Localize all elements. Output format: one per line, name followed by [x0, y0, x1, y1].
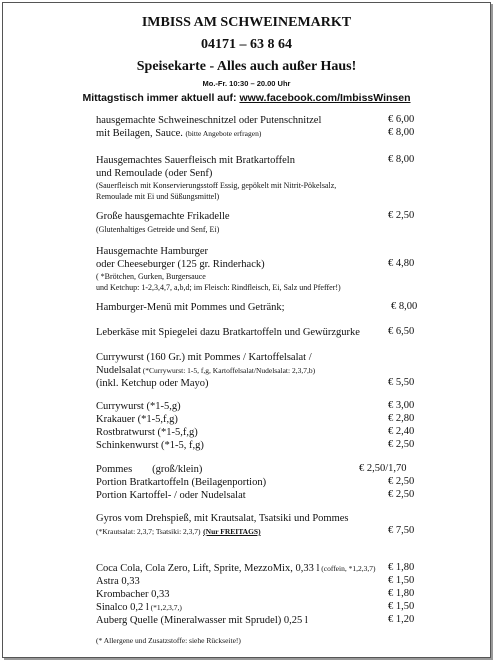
item-sauerfleisch-line1: Hausgemachtes Sauerfleisch mit Bratkartoffeln — [96, 155, 295, 166]
price-krakauer: € 2,80 — [388, 413, 415, 424]
price-pommes: € 2,50/1,70 — [359, 463, 407, 474]
item-frikadelle: Große hausgemachte Frikadelle — [96, 211, 230, 222]
item-pommes-size: (groß/klein) — [152, 464, 203, 475]
item-leberkaese: Leberkäse mit Spiegelei dazu Bratkartoffeln und Gewürzgurke — [96, 327, 360, 338]
item-softdrinks-note: (coffein, *1,2,3,7) — [319, 564, 376, 573]
item-currywurst-line3: (inkl. Ketchup oder Mayo) — [96, 378, 209, 389]
price-auberg-quelle: € 1,20 — [388, 614, 415, 625]
footer-allergens: (* Allergene und Zusatzstoffe: siehe Rückseite!) — [96, 636, 241, 645]
item-currywurst-line2 — [96, 364, 315, 377]
price-leberkaese: € 6,50 — [388, 326, 415, 337]
item-currywurst-note: (*Currywurst: 1-5, f,g, Kartoffelsalat/Nudelsalat: 2,3,7,b) — [140, 366, 316, 375]
item-gyros-note-line — [96, 525, 261, 538]
item-schinkenwurst: Schinkenwurst (*1-5, f,g) — [96, 440, 204, 451]
price-schnitzel-1: € 6,00 — [388, 114, 415, 125]
price-sinalco: € 1,50 — [388, 601, 415, 612]
item-pommes — [96, 463, 202, 476]
phone-number: 04171 – 63 8 64 — [201, 37, 292, 52]
item-gyros-note: (*Krautsalat: 2,3,7; Tsatsiki: 2,3,7) — [96, 527, 201, 536]
facebook-link[interactable]: www.facebook.com/ImbissWinsen — [239, 92, 411, 104]
item-sauerfleisch-note2: Remoulade mit Ei und Süßungsmittel) — [96, 192, 220, 201]
item-pommes-text: Pommes — [96, 464, 133, 475]
item-schnitzel-note: (bitte Angebote erfragen) — [185, 129, 262, 138]
lunch-prefix: Mittagstisch immer aktuell auf: — [82, 92, 240, 104]
price-sauerfleisch: € 8,00 — [388, 154, 415, 165]
item-salat: Portion Kartoffel- / oder Nudelsalat — [96, 490, 246, 501]
item-sinalco-text: Sinalco 0,2 l — [96, 602, 149, 613]
price-frikadelle: € 2,50 — [388, 210, 415, 221]
item-schnitzel-line1: hausgemachte Schweineschnitzel oder Putenschnitzel — [96, 115, 322, 126]
item-gyros: Gyros vom Drehspieß, mit Krautsalat, Tsatsiki und Pommes — [96, 513, 349, 524]
price-currywurst: € 3,00 — [388, 400, 415, 411]
price-krombacher: € 1,80 — [388, 588, 415, 599]
price-astra: € 1,50 — [388, 575, 415, 586]
item-softdrinks-text: Coca Cola, Cola Zero, Lift, Sprite, MezzoMix, 0,33 l — [96, 563, 320, 574]
item-schnitzel-line2 — [96, 127, 261, 140]
item-sauerfleisch-note1: (Sauerfleisch mit Konservierungsstoff Essig, gepökelt mit Nitrit-Pökelsalz, — [96, 181, 337, 190]
item-krakauer: Krakauer (*1-5,f,g) — [96, 414, 178, 425]
menu-title: Speisekarte - Alles auch außer Haus! — [136, 59, 357, 74]
item-sauerfleisch-line2: und Remoulade (oder Senf) — [96, 168, 213, 179]
item-currywurst-single: Currywurst (*1-5,g) — [96, 401, 181, 412]
item-hamburger-note1: ( *Brötchen, Gurken, Burgersauce — [96, 272, 206, 281]
item-hamburger-menu: Hamburger-Menü mit Pommes und Getränk; — [96, 302, 285, 313]
price-gyros: € 7,50 — [388, 525, 415, 536]
price-currywurst-menu: € 5,50 — [388, 377, 415, 388]
price-schinkenwurst: € 2,50 — [388, 439, 415, 450]
price-hamburger: € 4,80 — [388, 258, 415, 269]
item-astra: Astra 0,33 — [96, 576, 140, 587]
item-bratkartoffeln: Portion Bratkartoffeln (Beilagenportion) — [96, 477, 267, 488]
item-krombacher: Krombacher 0,33 — [96, 589, 170, 600]
price-hamburger-menu: € 8,00 — [391, 301, 418, 312]
item-schnitzel-line2-text: mit Beilagen, Sauce. — [96, 128, 183, 139]
item-gyros-friday: (Nur FREITAGS) — [203, 527, 261, 536]
menu-list — [96, 3, 418, 657]
item-softdrinks — [96, 562, 375, 575]
price-schnitzel-2: € 8,00 — [388, 127, 415, 138]
item-hamburger-note2: und Ketchup: 1-2,3,4,7, a,b,d; im Fleisch: Rindfleisch, Ei, Salz und Pfeffer!) — [96, 283, 341, 292]
item-hamburger-line1: Hausgemachte Hamburger — [96, 246, 209, 257]
item-sinalco — [96, 601, 182, 614]
item-hamburger-line2: oder Cheeseburger (125 gr. Rinderhack) — [96, 259, 265, 270]
item-frikadelle-note: (Glutenhaltiges Getreide und Senf, Ei) — [96, 225, 220, 234]
item-rostbratwurst: Rostbratwurst (*1-5,f,g) — [96, 427, 198, 438]
restaurant-name: IMBISS AM SCHWEINEMARKT — [141, 15, 352, 30]
item-auberg-quelle: Auberg Quelle (Mineralwasser mit Sprudel) 0,25 l — [96, 615, 308, 626]
price-bratkartoffeln: € 2,50 — [388, 476, 415, 487]
price-softdrinks: € 1,80 — [388, 562, 415, 573]
item-currywurst-line1: Currywurst (160 Gr.) mit Pommes / Kartoffelsalat / — [96, 352, 312, 363]
item-sinalco-note: (*1,2,3,7,) — [148, 603, 182, 612]
price-rostbratwurst: € 2,40 — [388, 426, 415, 437]
price-salat: € 2,50 — [388, 489, 415, 500]
item-currywurst-line2-text: Nudelsalat — [96, 365, 141, 376]
opening-hours: Mo.-Fr. 10:30 – 20.00 Uhr — [202, 79, 291, 88]
menu-sheet — [2, 2, 491, 658]
